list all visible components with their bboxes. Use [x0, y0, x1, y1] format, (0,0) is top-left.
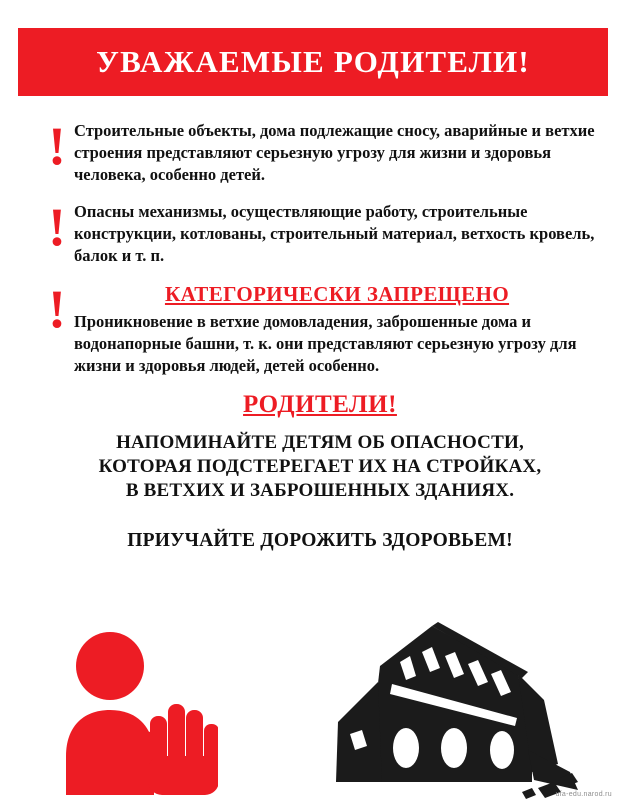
ruined-house-icon: [282, 622, 582, 800]
parents-heading: РОДИТЕЛИ!: [243, 390, 397, 418]
reminder-line-2: КОТОРАЯ ПОДСТЕРЕГАЕТ ИХ НА СТРОЙКАХ,: [98, 455, 542, 477]
stop-hand-person-icon: [58, 630, 218, 795]
page-title: УВАЖАЕМЫЕ РОДИТЕЛИ!: [96, 44, 530, 79]
warning-block-3-body: [74, 281, 600, 377]
exclamation-icon: !: [48, 197, 66, 258]
warning-block-2-text: Опасны механизмы, осуществляющие работу, строительные конструкции, котлованы, строительный материал, ветхость кровель, балок и т. п.: [74, 202, 595, 265]
reminder-line-3: В ВЕТХИХ И ЗАБРОШЕННЫХ ЗДАНИЯХ.: [125, 480, 515, 502]
exclamation-icon: !: [48, 278, 66, 339]
warning-block-3: [40, 278, 600, 377]
header-banner: [18, 28, 608, 96]
reminder-text: [40, 431, 600, 504]
warning-block-2: [40, 199, 600, 266]
warning-block-1: [40, 118, 600, 185]
source-credit: ufa-edu.narod.ru: [555, 791, 612, 798]
exclamation-icon: !: [48, 116, 66, 176]
closing-line: ПРИУЧАЙТЕ ДОРОЖИТЬ ЗДОРОВЬЕМ!: [127, 529, 513, 551]
warning-block-3-text: Проникновение в ветхие домовладения, заброшенные дома и водонапорные башни, т. к. они представляют серьезную угрозу для жизни и здоровья людей, детей особенно.: [74, 312, 577, 375]
warning-block-1-text: Строительные объекты, дома подлежащие сносу, аварийные и ветхие строения представляют серьезную угрозу для жизни и здоровья человека, особенно детей.: [74, 121, 595, 184]
illustration-area: [0, 612, 626, 800]
strictly-forbidden-heading: КАТЕГОРИЧЕСКИ ЗАПРЕЩЕНО: [164, 281, 510, 306]
reminder-line-1: НАПОМИНАЙТЕ ДЕТЯМ ОБ ОПАСНОСТИ,: [116, 431, 524, 453]
poster-body: [40, 118, 600, 552]
